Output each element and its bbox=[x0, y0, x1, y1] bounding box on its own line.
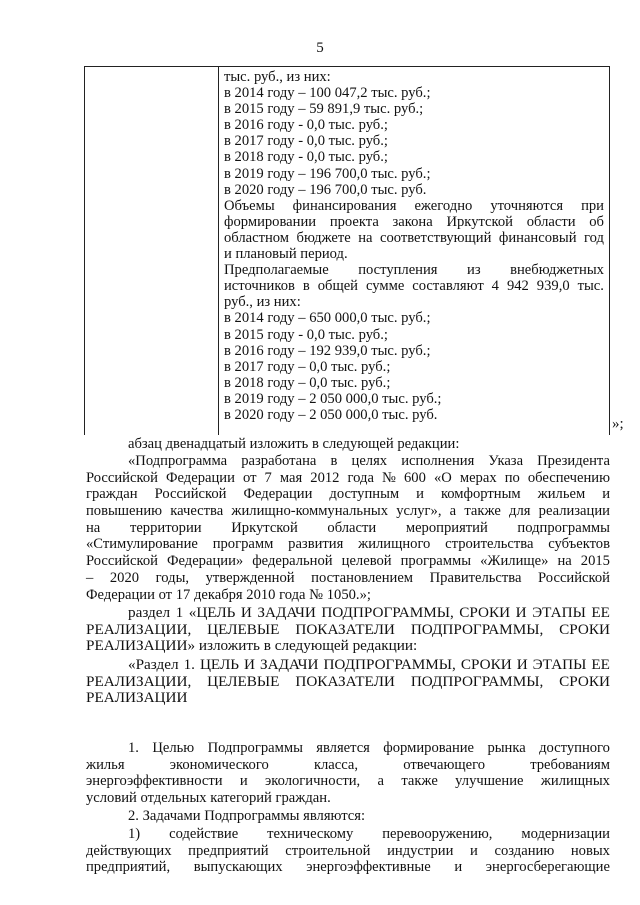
word: Целью bbox=[152, 740, 195, 756]
word: энергосберегающие bbox=[485, 859, 610, 876]
word: № bbox=[381, 469, 396, 486]
word: СРОКИ bbox=[559, 672, 610, 690]
paragraph-section-reference bbox=[86, 605, 610, 655]
cell-line: в 2020 году – 2 050 000,0 тыс. руб. bbox=[224, 406, 438, 423]
word: федеральной bbox=[252, 553, 333, 570]
cell-line: в 2017 году - 0,0 тыс. руб.; bbox=[224, 133, 388, 150]
word: 7 bbox=[264, 469, 272, 486]
word: энергоэффективные bbox=[306, 859, 431, 876]
word: – bbox=[86, 569, 94, 586]
word: жилищно-коммунальных bbox=[231, 503, 388, 520]
cell-line: в 2019 году – 196 700,0 тыс. руб.; bbox=[224, 165, 431, 182]
word: области bbox=[327, 519, 377, 536]
text-line: условий отдельных категорий граждан. bbox=[86, 790, 331, 807]
word: территории bbox=[129, 519, 202, 536]
word: энергоэффективности bbox=[86, 773, 223, 790]
text-line: 2. Задачами Подпрограммы являются: bbox=[128, 808, 366, 824]
word: а bbox=[377, 773, 384, 790]
word: комфортным bbox=[440, 486, 521, 503]
cell-line: в 2020 году – 196 700,0 тыс. руб. bbox=[224, 181, 427, 198]
word: экономического bbox=[169, 756, 269, 773]
word: 1 bbox=[175, 604, 184, 621]
word: рынка bbox=[487, 740, 526, 756]
word: формировании bbox=[224, 213, 317, 230]
word: граждан bbox=[86, 486, 138, 503]
word: 2012 bbox=[310, 469, 340, 486]
word: а bbox=[449, 503, 457, 520]
word: и bbox=[602, 486, 610, 503]
word: финансовый bbox=[498, 229, 577, 246]
word: 1) bbox=[128, 826, 141, 842]
word: ПОДПРОГРАММЫ, bbox=[410, 620, 544, 638]
word: на bbox=[358, 229, 373, 246]
word: ЦЕЛЬ bbox=[199, 656, 240, 673]
word: целях bbox=[351, 453, 388, 469]
cell-line-justified bbox=[224, 198, 604, 214]
word: созданию bbox=[494, 842, 555, 859]
cell-line: в 2017 году – 0,0 тыс. руб.; bbox=[224, 358, 391, 375]
word: из bbox=[467, 262, 481, 279]
word: жильем bbox=[537, 486, 586, 503]
text-line bbox=[86, 453, 610, 470]
cell-line: в 2015 году - 0,0 тыс. руб.; bbox=[224, 326, 388, 343]
word: ЕЕ bbox=[591, 656, 610, 673]
paragraph-task-1 bbox=[86, 826, 610, 876]
word: Указа bbox=[488, 453, 524, 469]
word: уточняются bbox=[490, 197, 564, 214]
word: ПОКАЗАТЕЛИ bbox=[295, 620, 395, 638]
word: Федерации bbox=[243, 486, 313, 503]
word: ЦЕЛЕВЫЕ bbox=[207, 672, 280, 690]
word: экологичности, bbox=[264, 773, 361, 790]
word: мерах bbox=[459, 469, 497, 486]
paragraph-tasks-intro bbox=[86, 808, 610, 825]
word: СРОКИ bbox=[559, 620, 610, 638]
word: РЕАЛИЗАЦИИ, bbox=[86, 672, 192, 690]
word: класса, bbox=[313, 756, 359, 773]
word: раздел bbox=[128, 604, 171, 621]
word: индустрии bbox=[387, 842, 454, 859]
paragraph-instruction bbox=[86, 436, 610, 453]
word: новых bbox=[570, 842, 610, 859]
word: «Раздел bbox=[128, 656, 179, 673]
word: предприятий bbox=[188, 842, 269, 859]
word: формирование bbox=[383, 740, 475, 756]
text-line bbox=[86, 740, 610, 757]
word: ПОДПРОГРАММЫ, bbox=[410, 672, 544, 690]
word: доступного bbox=[539, 740, 610, 756]
word: также bbox=[401, 773, 438, 790]
word: выпускающих bbox=[193, 859, 283, 876]
word: 1. bbox=[128, 740, 139, 756]
cell-line-justified bbox=[224, 214, 604, 230]
word: ПОДПРОГРАММЫ, bbox=[323, 656, 456, 673]
word: 4 bbox=[491, 278, 499, 295]
word: СРОКИ bbox=[460, 656, 512, 673]
text-line: Федерации от 17 декабря 2010 года № 1050.»; bbox=[86, 586, 371, 603]
page-number: 5 bbox=[316, 40, 324, 56]
word: программ bbox=[212, 536, 274, 553]
word: требованиям bbox=[530, 756, 610, 773]
word: поступления bbox=[358, 262, 438, 279]
word: ЦЕЛЕВЫЕ bbox=[207, 620, 280, 638]
word: Предполагаемые bbox=[224, 262, 329, 279]
cell-line: в 2014 году – 100 047,2 тыс. руб.; bbox=[224, 85, 431, 102]
word: в bbox=[330, 453, 338, 469]
word: на bbox=[86, 519, 101, 536]
word: «ЦЕЛЬ bbox=[188, 604, 236, 621]
cell-line: руб., из них: bbox=[224, 294, 301, 311]
word: по bbox=[504, 469, 520, 486]
word: «Стимулирование bbox=[86, 536, 198, 553]
word: Российской bbox=[538, 569, 610, 586]
word: закона bbox=[392, 213, 433, 230]
cell-line: в 2015 году – 59 891,9 тыс. руб.; bbox=[224, 101, 424, 118]
word: жилищных bbox=[540, 773, 610, 790]
word: действующих bbox=[86, 842, 172, 859]
cell-line-justified bbox=[224, 278, 604, 294]
cell-line: и плановый период. bbox=[224, 246, 348, 263]
word: строительства bbox=[445, 536, 534, 553]
cell-line: в 2018 году - 0,0 тыс. руб.; bbox=[224, 149, 388, 166]
word: источников bbox=[224, 278, 295, 295]
cell-line: тыс. руб., из них: bbox=[224, 69, 331, 85]
text-line bbox=[86, 674, 610, 691]
word: содействие bbox=[169, 826, 239, 842]
word: при bbox=[581, 197, 604, 214]
text-line bbox=[86, 657, 610, 674]
word: реализации bbox=[538, 503, 610, 520]
word: об bbox=[589, 213, 604, 230]
word: доступным bbox=[329, 486, 400, 503]
table-column-divider bbox=[218, 67, 219, 435]
word: мая bbox=[279, 469, 303, 486]
word: РЕАЛИЗАЦИИ, bbox=[86, 620, 192, 638]
text-line bbox=[86, 536, 610, 553]
word: тыс. bbox=[577, 278, 604, 295]
word: годы, bbox=[155, 569, 190, 586]
word: услуг», bbox=[396, 503, 442, 520]
financing-table bbox=[84, 66, 610, 435]
word: бюджете bbox=[296, 229, 351, 246]
word: Федерации» bbox=[166, 553, 244, 570]
word: Федерации bbox=[165, 469, 235, 486]
table-cell-financing bbox=[224, 69, 604, 423]
word: ЗАДАЧИ bbox=[260, 656, 319, 673]
word: является bbox=[316, 740, 370, 756]
cell-line-justified bbox=[224, 262, 604, 278]
word: отвечающего bbox=[403, 756, 485, 773]
cell-line: в 2018 году – 0,0 тыс. руб.; bbox=[224, 374, 391, 391]
word: И bbox=[515, 604, 527, 621]
word: финансирования bbox=[292, 197, 397, 214]
word: Иркутской bbox=[446, 213, 513, 230]
word: на bbox=[557, 553, 572, 570]
cell-line: в 2014 году – 650 000,0 тыс. руб.; bbox=[224, 310, 431, 327]
text-line: РЕАЛИЗАЦИИ» изложить в следующей редакции: bbox=[86, 637, 418, 655]
word: развития bbox=[288, 536, 344, 553]
text-line bbox=[86, 486, 610, 503]
word: жилья bbox=[86, 756, 125, 773]
word: соответствующий bbox=[380, 229, 492, 246]
text-line bbox=[86, 570, 610, 587]
word: жилищного bbox=[358, 536, 431, 553]
word: и bbox=[239, 773, 248, 790]
word: Подпрограммы bbox=[207, 740, 303, 756]
word: областном bbox=[224, 229, 290, 246]
word: модернизации bbox=[521, 826, 610, 842]
word: Российской bbox=[86, 469, 158, 486]
word: предприятий, bbox=[86, 859, 171, 876]
word: субъектов bbox=[548, 536, 610, 553]
word: И bbox=[244, 656, 255, 673]
word: «О bbox=[433, 469, 452, 486]
word: для bbox=[509, 503, 531, 520]
word: постановлением bbox=[311, 569, 414, 586]
word: «Жилище» bbox=[480, 553, 549, 570]
word: программы bbox=[400, 553, 472, 570]
paragraph-subprogram-purpose bbox=[86, 453, 610, 603]
word: года bbox=[347, 469, 374, 486]
word: И bbox=[240, 604, 252, 621]
word: ПОКАЗАТЕЛИ bbox=[295, 672, 395, 690]
word: И bbox=[516, 656, 528, 673]
word: Иркутской bbox=[231, 519, 298, 536]
word: ЭТАПЫ bbox=[532, 604, 586, 621]
text-line: абзац двенадцатый изложить в следующей редакции: bbox=[128, 436, 460, 452]
word: ЭТАПЫ bbox=[532, 656, 587, 673]
word: от bbox=[242, 469, 257, 486]
cell-line: в 2016 году - 0,0 тыс. руб.; bbox=[224, 117, 388, 134]
text-line bbox=[86, 553, 610, 570]
word: и bbox=[470, 842, 478, 859]
word: Президента bbox=[537, 453, 610, 469]
word: техническому bbox=[267, 826, 354, 842]
word: утвержденной bbox=[205, 569, 295, 586]
word: 1. bbox=[183, 656, 195, 673]
quote-end-mark: »; bbox=[612, 416, 624, 432]
word: области bbox=[526, 213, 576, 230]
word: сумме bbox=[365, 278, 405, 295]
text-line bbox=[86, 773, 610, 790]
text-line bbox=[86, 470, 610, 487]
word: 942 bbox=[506, 278, 529, 295]
word: Объемы bbox=[224, 197, 275, 214]
word: общей bbox=[317, 278, 358, 295]
word: 600 bbox=[403, 469, 426, 486]
word: ЕЕ bbox=[591, 604, 610, 621]
text-line bbox=[86, 605, 610, 622]
word: и bbox=[454, 859, 463, 876]
text-line bbox=[86, 520, 610, 537]
word: целевой bbox=[341, 553, 392, 570]
paragraph-goal bbox=[86, 740, 610, 807]
cell-line-justified bbox=[224, 230, 604, 246]
text-line bbox=[86, 843, 610, 860]
word: 2020 bbox=[109, 569, 140, 586]
paragraph-section-heading bbox=[86, 657, 610, 707]
word: также bbox=[464, 503, 501, 520]
cell-line: в 2019 году – 2 050 000,0 тыс. руб.; bbox=[224, 390, 442, 407]
word: повышению bbox=[86, 503, 163, 520]
word: внебюджетных bbox=[510, 262, 604, 279]
text-line bbox=[86, 757, 610, 774]
cell-line: в 2016 году – 192 939,0 тыс. руб.; bbox=[224, 342, 431, 359]
word: разработана bbox=[241, 453, 317, 469]
text-line bbox=[86, 503, 610, 520]
text-line bbox=[86, 622, 610, 639]
word: Российской bbox=[154, 486, 227, 503]
word: проекта bbox=[329, 213, 379, 230]
word: перевооружению, bbox=[382, 826, 493, 842]
word: обеспечению bbox=[527, 469, 610, 486]
word: ЗАДАЧИ bbox=[257, 604, 316, 621]
word: строительной bbox=[285, 842, 371, 859]
word: улучшение bbox=[455, 773, 524, 790]
text-line bbox=[86, 826, 610, 843]
word: Правительства bbox=[429, 569, 522, 586]
word: «Подпрограмма bbox=[128, 453, 228, 469]
word: и bbox=[416, 486, 424, 503]
word: 939,0 bbox=[536, 278, 570, 295]
text-line: РЕАЛИЗАЦИИ bbox=[86, 689, 188, 707]
word: ежегодно bbox=[414, 197, 473, 214]
word: качества bbox=[170, 503, 224, 520]
word: год bbox=[584, 229, 604, 246]
word: мероприятий bbox=[405, 519, 488, 536]
word: в bbox=[302, 278, 310, 295]
word: ПОДПРОГРАММЫ, bbox=[321, 604, 454, 621]
text-line bbox=[86, 859, 610, 876]
word: подпрограммы bbox=[517, 519, 610, 536]
word: Российской bbox=[86, 553, 158, 570]
word: СРОКИ bbox=[459, 604, 511, 621]
word: 2015 bbox=[580, 553, 610, 570]
word: исполнения bbox=[401, 453, 475, 469]
word: составляют bbox=[412, 278, 484, 295]
